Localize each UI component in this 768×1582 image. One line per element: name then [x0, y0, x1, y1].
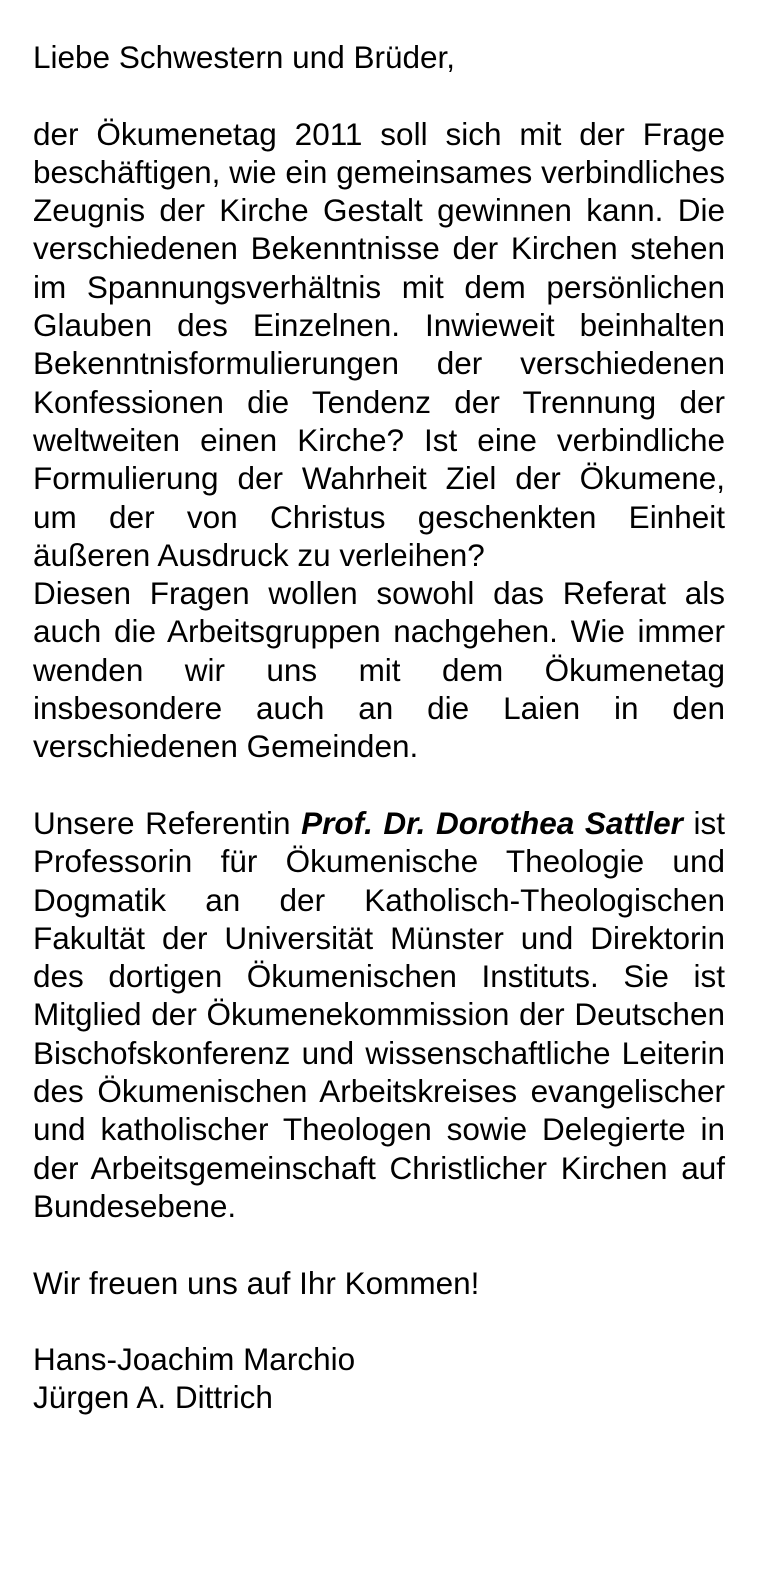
signature-name: Hans-Joachim Marchio — [33, 1341, 356, 1378]
spacer — [33, 76, 725, 114]
spacer — [33, 1225, 725, 1263]
greeting: Liebe Schwestern und Brüder, — [33, 39, 456, 75]
spacer — [33, 1302, 725, 1340]
closing-line: Wir freuen uns auf Ihr Kommen! — [33, 1264, 480, 1301]
paragraph-audience: Diesen Fragen wollen sowohl das Referat als auch die Arbeitsgruppen nachgehen. Wie immer wenden wir uns mit dem Ökumenetag insbesondere auch an die Laien in den verschiedenen Gemeinden. — [33, 575, 725, 765]
letter-body — [33, 38, 725, 1417]
paragraph-topic: der Ökumenetag 2011 soll sich mit der Frage beschäftigen, wie ein gemeinsames verbindliches Zeugnis der Kirche Gestalt gewinnen kann. Die verschiedenen Bekenntnisse der Kirchen stehen im Spannungsverhältnis mit dem persönlichen Glauben des Einzelnen. Inwieweit beinhalten Bekenntnisformulierungen der verschiedenen Konfessionen die Tendenz der Trennung der weltweiten einen Kirche? Ist eine verbindliche Formulierung der Wahrheit Ziel der Ökumene, um der von Christus geschenkten Einheit äußeren Ausdruck zu verleihen? — [33, 115, 725, 573]
speaker-bio-text: ist Professorin für Ökumenische Theologie und Dogmatik an der Katholisch-Theologischen Fakultät der Universität Münster und Direktorin des dortigen Ökumenischen Instituts. Sie ist Mitglied der Ökumenekommission der Deutschen Bischofskonferenz und wissenschaftliche Leiterin des Ökumenischen Arbeitskreises evangelischer und katholischer Theologen sowie Delegierte in der Arbeitsgemeinschaft Christlicher Kirchen auf Bundesebene. — [33, 804, 725, 1224]
speaker-intro-text: Unsere Referentin — [33, 804, 302, 841]
paragraph-speaker — [33, 804, 725, 1225]
spacer — [33, 766, 725, 804]
signature-name: Jürgen A. Dittrich — [33, 1379, 273, 1416]
speaker-name: Prof. Dr. Dorothea Sattler — [301, 804, 683, 841]
